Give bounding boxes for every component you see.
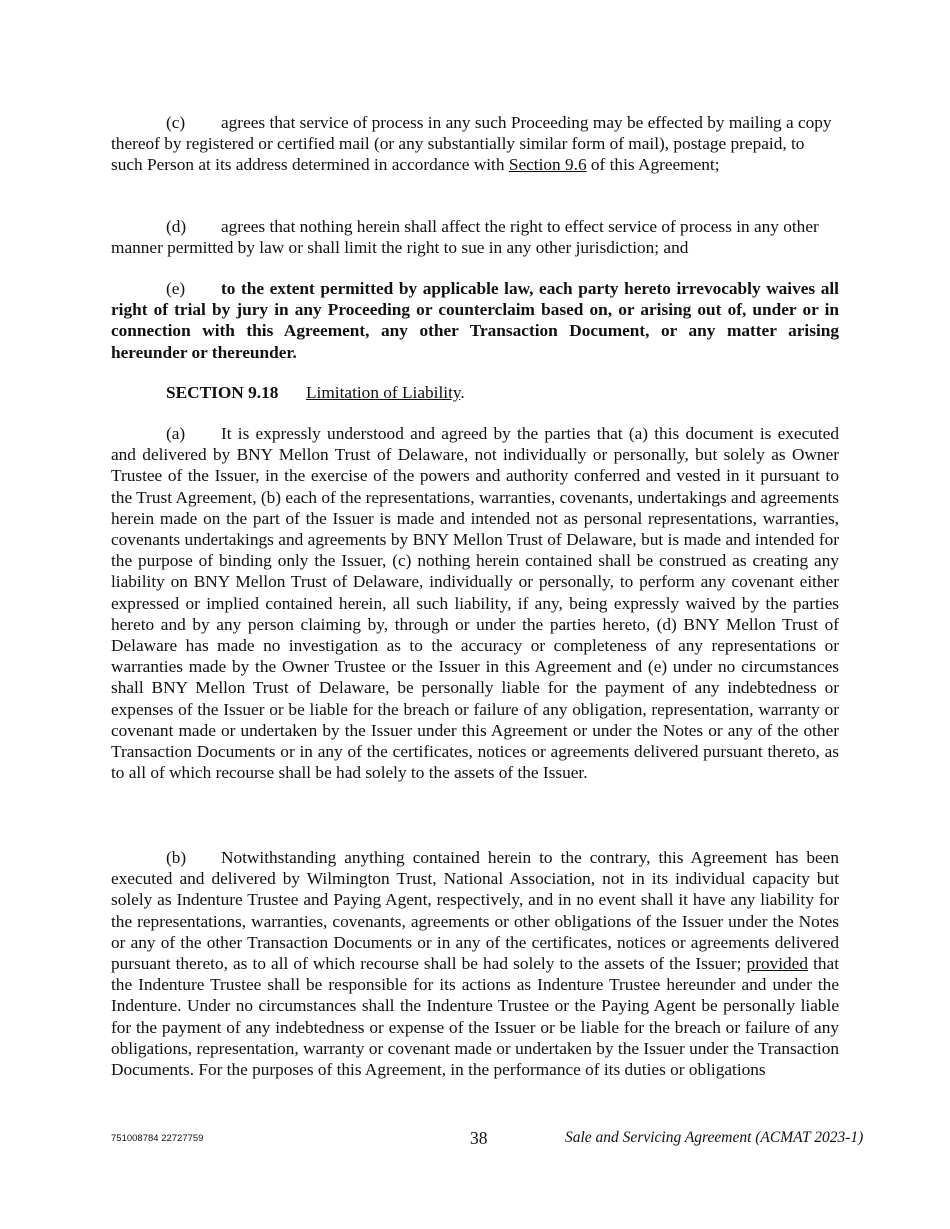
section-title-period: .	[460, 383, 465, 402]
paragraph-d-text: agrees that nothing herein shall affect the right to effect service of process in any other manner permitted by law or shall limit the right to sue in any other jurisdiction; and	[111, 217, 819, 258]
footer-page-number: 38	[470, 1128, 488, 1148]
provided-term: provided	[746, 954, 808, 974]
paragraph-c-label: (c)	[166, 113, 186, 132]
paragraph-a-text: It is expressly understood and agreed by the parties that (a) this document is executed and delivered by BNY Mellon Trust of Delaware, not individually or personally, but solely as Owner Trustee of the Issuer, in the exercise of the powers and authority conferred and vested in it pursuant to the Trust Agreement, (b) each of the representations, warranties, covenants, undertakings and agreements herein made on the part of the Issuer is made and intended not as personal representations, warranties, covenants undertakings and agreements by BNY Mellon Trust of Delaware, but is made and intended for the purpose of binding only the Issuer, (c) nothing herein contained shall be construed as creating any liability on BNY Mellon Trust of Delaware, individually or personally, to perform any covenant either expressed or implied contained herein, all such liability, if any, being expressly waived by the parties hereto and by any person claiming by, through or under the parties hereto, (d) BNY Mellon Trust of Delaware has made no investigation as to the accuracy or completeness of any representations or warranties made by the Owner Trustee or the Issuer in this Agreement and (e) under no circumstances shall BNY Mellon Trust of Delaware, be personally liable for the payment of any indebtedness or expenses of the Issuer or be liable for the breach or failure of any obligation, representation, warranty or covenant made or undertaken by the Issuer under this Agreement or under the Notes or any of the other Transaction Documents or in any of the certificates, notices or agreements delivered pursuant thereto, as to all of which recourse shall be had solely to the assets of the Issuer.	[111, 424, 839, 783]
paragraph-a	[111, 423, 839, 783]
paragraph-d-label: (d)	[166, 217, 187, 236]
section-number: SECTION 9.18	[166, 383, 279, 402]
footer-agreement-title: Sale and Servicing Agreement (ACMAT 2023-1)	[565, 1129, 864, 1146]
paragraph-a-label: (a)	[166, 424, 186, 443]
footer-document-id: 751008784 22727759	[111, 1133, 204, 1144]
paragraph-e-text: to the extent permitted by applicable law, each party hereto irrevocably waives all right of trial by jury in any Proceeding or counterclaim based on, or arising out of, under or in connection with this Agreement, any other Transaction Document, or any matter arising hereunder or thereunder.	[111, 279, 839, 362]
section-9-6-reference[interactable]: Section 9.6	[508, 155, 587, 175]
paragraph-c	[111, 112, 839, 176]
paragraph-b	[111, 847, 839, 1080]
paragraph-b-label: (b)	[166, 848, 187, 867]
paragraph-d	[111, 216, 839, 258]
paragraph-c-text: agrees that service of process in any such Proceeding may be effected by mailing a copy thereof by registered or certified mail (or any substantially similar form of mail), postage prepaid, to such Person at its address determined in accordance with	[111, 113, 832, 175]
paragraph-b-text: Notwithstanding anything contained herein to the contrary, this Agreement has been executed and delivered by Wilmington Trust, National Association, not in its individual capacity but solely as Indenture Trustee and Paying Agent, respectively, and in no event shall it have any liability for the representations, warranties, covenants, agreements or other obligations of the Issuer under the Notes or any of the other Transaction Documents or in any of the certificates, notices or agreements delivered pursuant thereto, as to all of which recourse shall be had solely to the assets of the Issuer;	[111, 848, 839, 974]
paragraph-c-text-end: of this Agreement;	[586, 155, 720, 175]
paragraph-e	[111, 278, 839, 363]
paragraph-b-text-end: that the Indenture Trustee shall be responsible for its actions as Indenture Trustee hereunder and under the Indenture. Under no circumstances shall the Indenture Trustee or the Paying Agent be personally liable for the payment of any indebtedness or expense of the Issuer or be liable for the breach or failure of any obligations, representation, warranty or covenant made or undertaken by the Issuer under the Transaction Documents. For the purposes of this Agreement, in the performance of its duties or obligations	[111, 954, 839, 1080]
paragraph-e-label: (e)	[166, 279, 186, 298]
section-title: Limitation of Liability	[306, 383, 461, 402]
section-heading	[111, 382, 839, 403]
